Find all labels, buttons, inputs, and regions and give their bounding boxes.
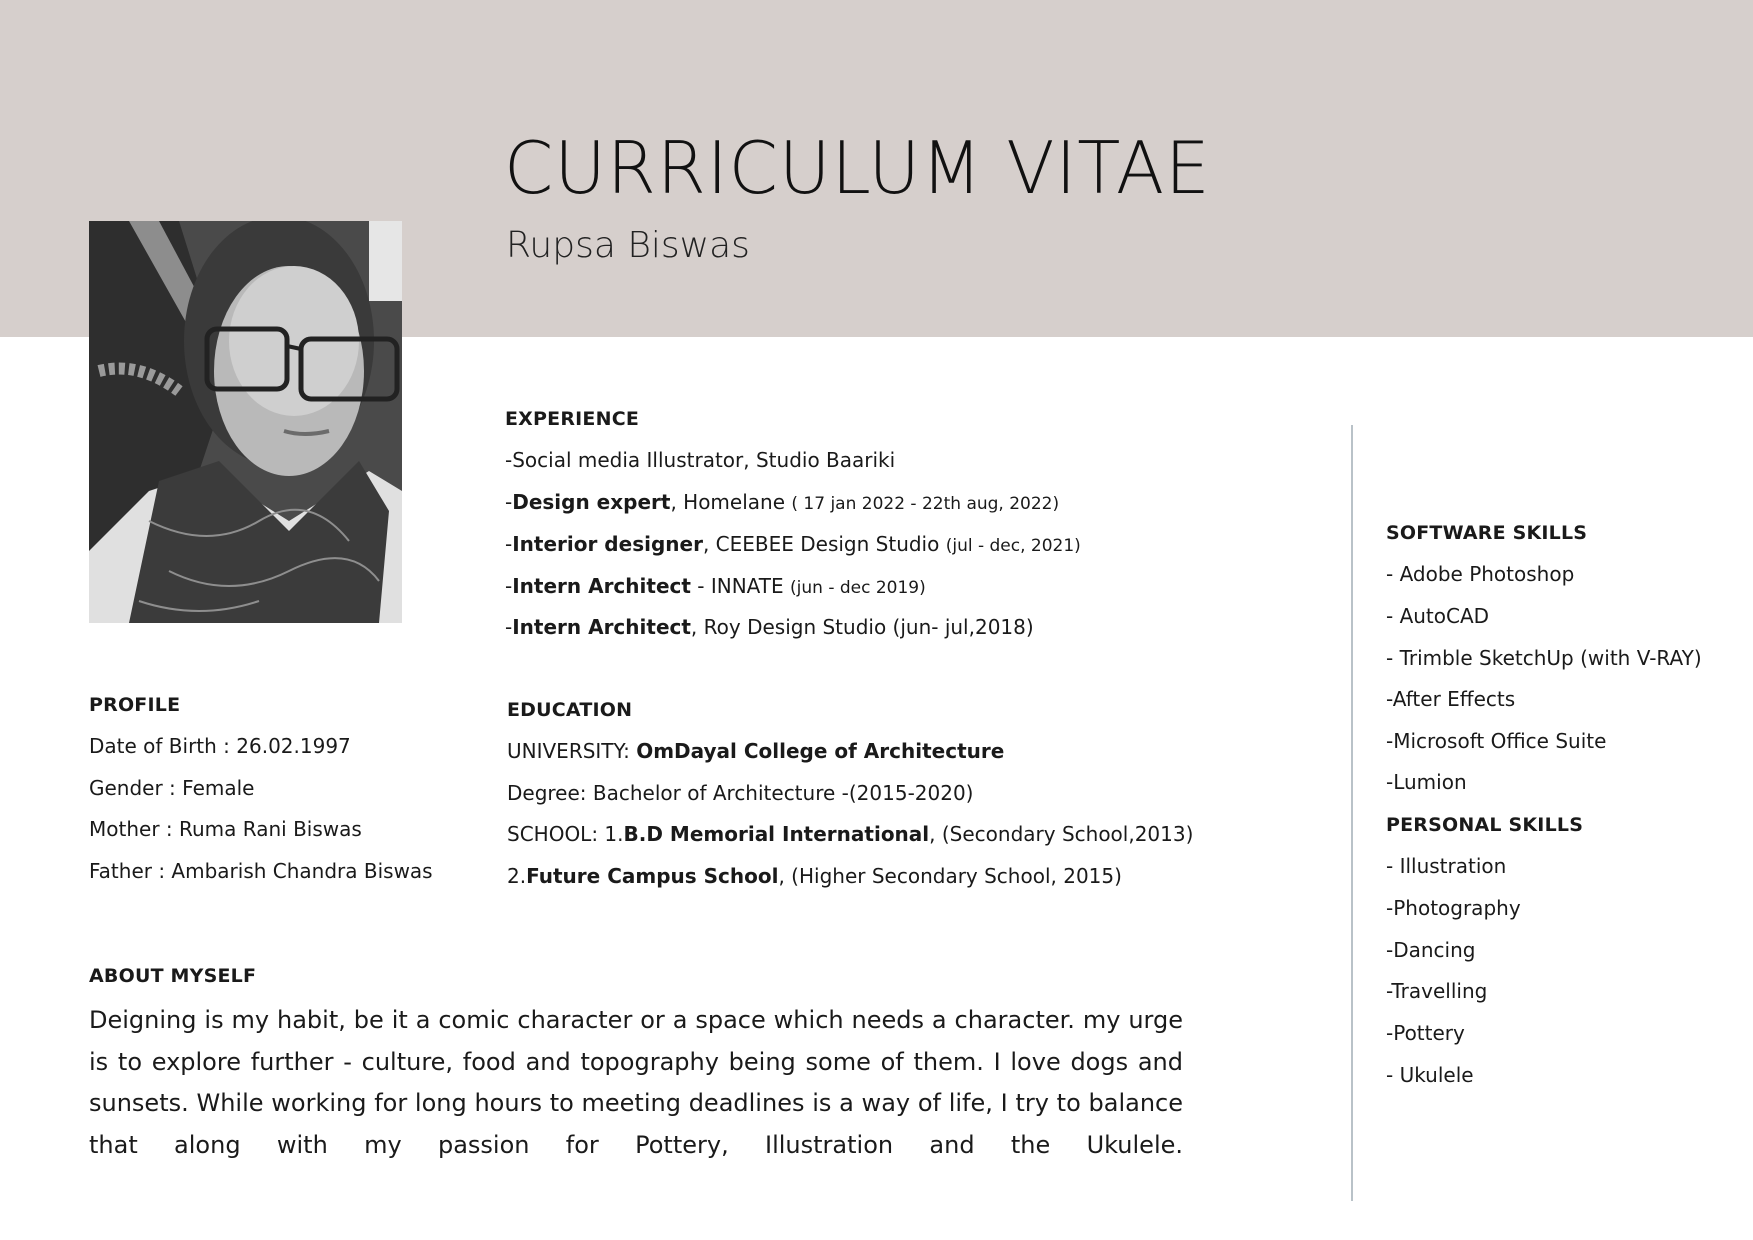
- profile-heading: PROFILE: [89, 694, 181, 716]
- software-skills-heading: SOFTWARE SKILLS: [1386, 522, 1588, 544]
- education-section: [507, 699, 1194, 901]
- experience-item: -Intern Architect, Roy Design Studio (jun- jul,2018): [505, 615, 1034, 639]
- column-divider: [1351, 425, 1353, 1201]
- about-text: Deigning is my habit, be it a comic character or a space which needs a character. my urge is to explore further - culture, food and topography being some of them. I love dogs and sunsets. While working for long hours to meeting deadlines is a way of life, I try to balance that along with my passion for Pottery, Illustration and the Ukulele.: [89, 1006, 1183, 1159]
- software-skill-item: - AutoCAD: [1386, 604, 1490, 628]
- software-skill-item: - Adobe Photoshop: [1386, 562, 1575, 586]
- personal-skills-heading: PERSONAL SKILLS: [1386, 814, 1584, 836]
- experience-item: -Social media Illustrator, Studio Baariki: [505, 448, 896, 472]
- personal-skill-item: - Ukulele: [1386, 1063, 1474, 1087]
- education-heading: EDUCATION: [507, 699, 633, 721]
- personal-skill-item: -Photography: [1386, 896, 1521, 920]
- person-name: Rupsa Biswas: [506, 225, 750, 266]
- education-school-1: SCHOOL: 1.B.D Memorial International, (Secondary School,2013): [507, 822, 1194, 846]
- personal-skill-item: - Illustration: [1386, 854, 1507, 878]
- profile-section: [89, 696, 489, 896]
- education-school-2: 2.Future Campus School, (Higher Secondary School, 2015): [507, 864, 1122, 888]
- experience-item: -Interior designer, CEEBEE Design Studio (jul - dec, 2021): [505, 532, 1081, 556]
- experience-item: -Intern Architect - INNATE (jun - dec 2019): [505, 574, 926, 598]
- experience-section: [505, 410, 1145, 650]
- personal-skill-item: -Pottery: [1386, 1021, 1465, 1045]
- experience-heading: EXPERIENCE: [505, 408, 640, 430]
- profile-gender: Gender : Female: [89, 776, 255, 800]
- education-university: UNIVERSITY: OmDayal College of Architecture: [507, 739, 1005, 763]
- software-skill-item: -After Effects: [1386, 687, 1516, 711]
- software-skill-item: - Trimble SketchUp (with V-RAY): [1386, 646, 1702, 670]
- software-skill-item: -Microsoft Office Suite: [1386, 729, 1607, 753]
- portrait-image: [89, 221, 402, 623]
- profile-mother: Mother : Ruma Rani Biswas: [89, 817, 362, 841]
- about-section: [89, 967, 256, 986]
- education-degree: Degree: Bachelor of Architecture -(2015-2020): [507, 781, 974, 805]
- software-skill-item: -Lumion: [1386, 770, 1467, 794]
- profile-father: Father : Ambarish Chandra Biswas: [89, 859, 433, 883]
- software-skills-section: [1386, 524, 1746, 824]
- page-title: CURRICULUM VITAE: [504, 126, 1211, 210]
- profile-photo: [89, 221, 402, 623]
- experience-item: -Design expert, Homelane ( 17 jan 2022 - 22th aug, 2022): [505, 490, 1060, 514]
- profile-dob: Date of Birth : 26.02.1997: [89, 734, 351, 758]
- personal-skills-section: [1386, 816, 1746, 1116]
- personal-skill-item: -Dancing: [1386, 938, 1476, 962]
- personal-skill-item: -Travelling: [1386, 979, 1488, 1003]
- about-heading: ABOUT MYSELF: [89, 965, 257, 987]
